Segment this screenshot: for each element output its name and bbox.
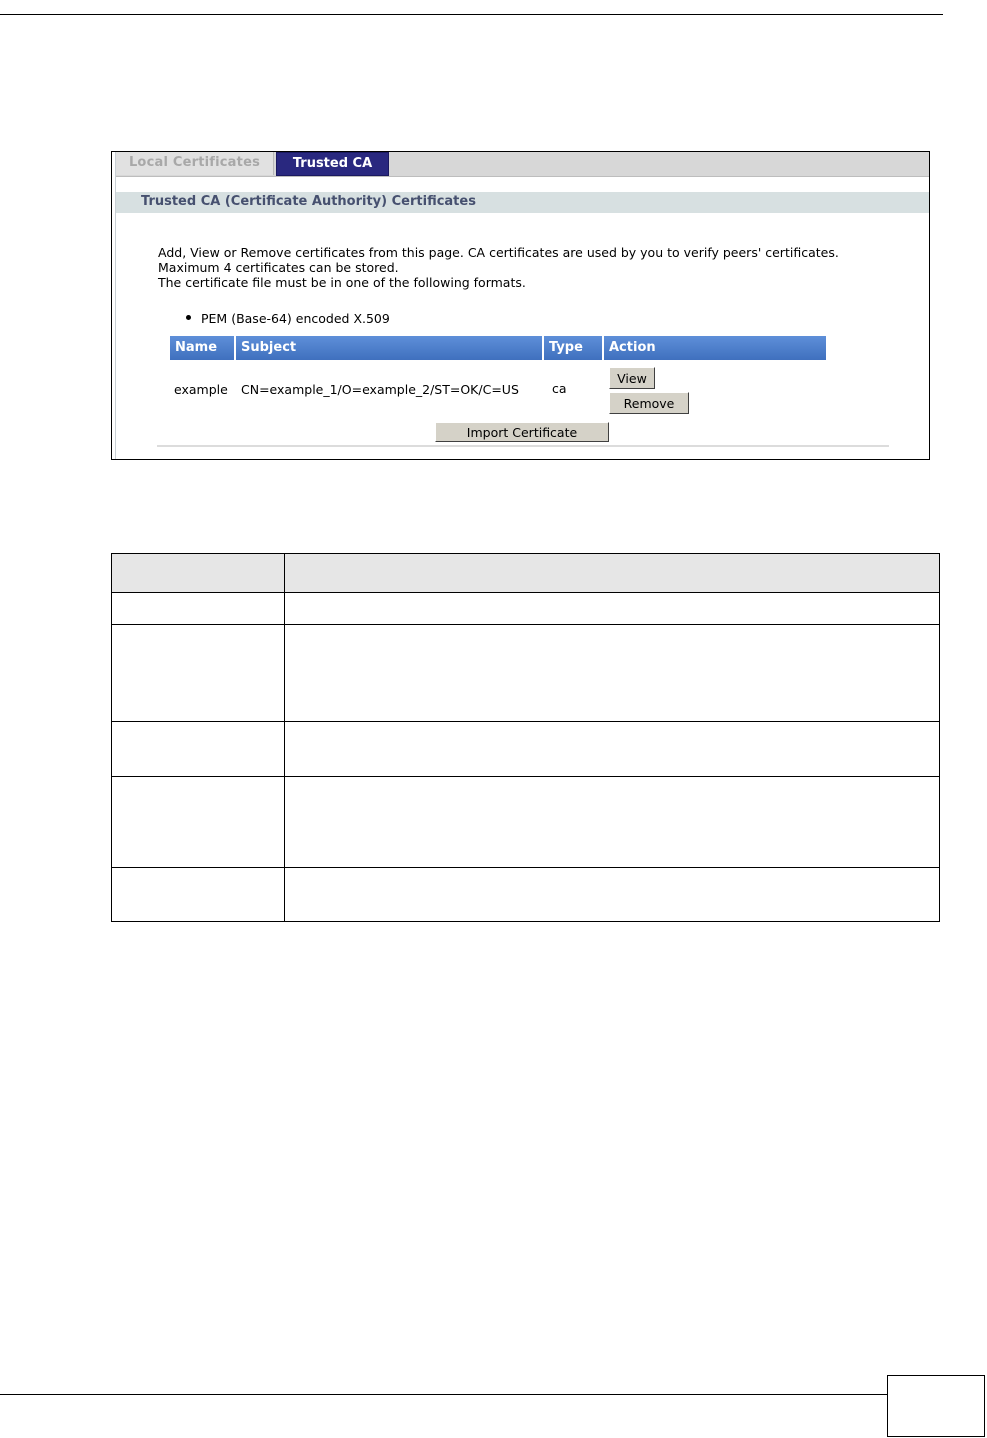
section-title: Trusted CA (Certificate Authority) Certificates [141,194,476,209]
description-line-2: Maximum 4 certificates can be stored. [158,260,399,275]
table-cell [112,868,285,922]
tab-bar [116,152,929,177]
description-text [158,245,839,290]
table-cell [285,868,940,922]
section-header-bar [116,192,929,213]
table-cell [285,625,940,722]
table-row [112,777,940,868]
cert-row-type: ca [552,381,567,396]
format-list-item [186,311,390,326]
table-cell [112,554,285,593]
import-certificate-button[interactable]: Import Certificate [435,422,609,442]
table-cell [112,722,285,777]
table-cell [285,593,940,625]
screenshot-panel [111,151,930,460]
table-row [112,625,940,722]
tab-local-certificates[interactable]: Local Certificates [116,152,274,175]
page-top-rule [0,14,943,15]
table-row [112,722,940,777]
table-header-row [112,554,940,593]
table-cell [112,777,285,868]
col-header-type: Type [544,336,602,360]
table-cell [112,625,285,722]
table-cell [285,777,940,868]
cert-row-subject: CN=example_1/O=example_2/ST=OK/C=US [241,382,519,397]
table-row [112,593,940,625]
panel-content [115,152,929,459]
table-cell [112,593,285,625]
format-label: PEM (Base-64) encoded X.509 [201,311,390,326]
table-cell [285,722,940,777]
page-number-box [887,1375,985,1437]
col-header-subject: Subject [236,336,542,360]
panel-bottom-divider [157,445,889,447]
description-line-3: The certificate file must be in one of the following formats. [158,275,526,290]
view-button[interactable]: View [609,367,655,389]
col-header-name: Name [170,336,234,360]
table-row [112,868,940,922]
tab-trusted-ca[interactable]: Trusted CA [276,152,389,176]
table-cell [285,554,940,593]
description-line-1: Add, View or Remove certificates from this page. CA certificates are used by you to verify peers' certificates. [158,245,839,260]
col-header-action: Action [604,336,826,360]
remove-button[interactable]: Remove [609,392,689,414]
bullet-icon [186,315,191,320]
page-bottom-rule [0,1394,888,1395]
cert-row-name: example [174,382,228,397]
description-table [111,553,940,922]
